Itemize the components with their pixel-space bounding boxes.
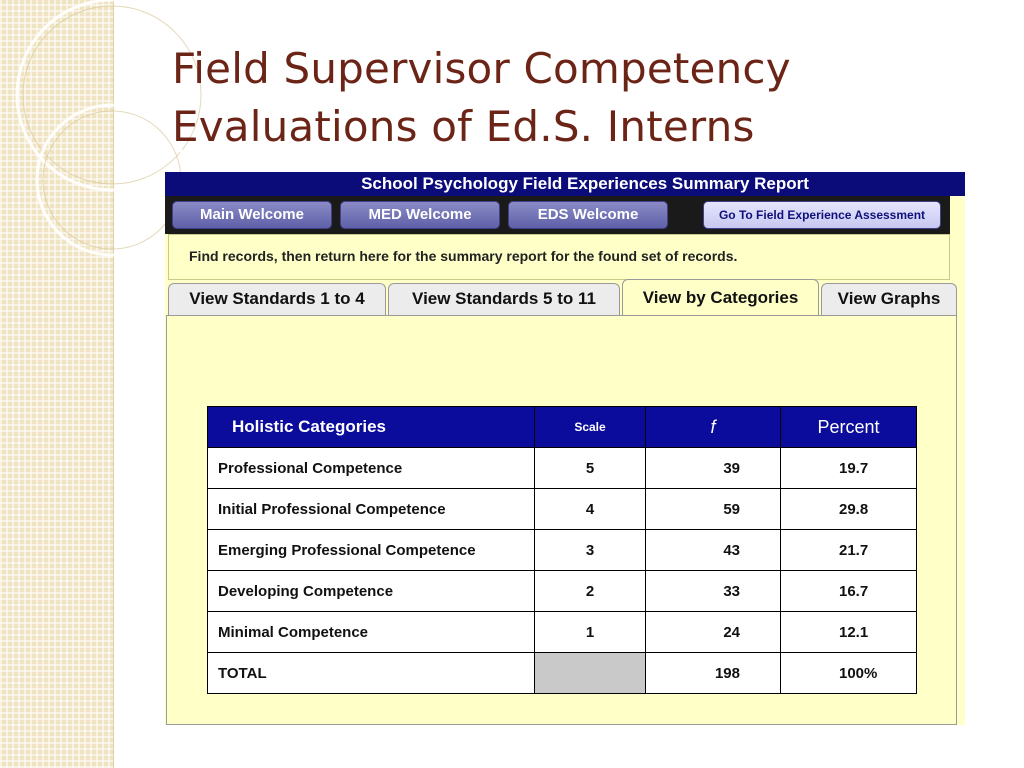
scale-cell: 3	[535, 530, 646, 571]
category-cell: Emerging Professional Competence	[208, 530, 535, 571]
frequency-cell: 33	[646, 571, 781, 612]
scale-cell: 2	[535, 571, 646, 612]
tab-view-by-categories[interactable]: View by Categories	[622, 279, 819, 315]
header-scale: Scale	[535, 407, 646, 448]
slide-title-line-2: Evaluations of Ed.S. Interns	[172, 102, 755, 151]
total-row	[208, 653, 917, 694]
go-to-field-experience-assessment-button[interactable]: Go To Field Experience Assessment	[703, 201, 941, 229]
slide-title-line-1: Field Supervisor Competency	[172, 44, 791, 93]
nav-bar	[165, 196, 950, 234]
total-scale-cell	[535, 653, 646, 694]
scale-cell: 5	[535, 448, 646, 489]
header-frequency: f	[646, 407, 781, 448]
report-header: School Psychology Field Experiences Summary Report	[165, 172, 965, 196]
table-row	[208, 612, 917, 653]
category-cell: Initial Professional Competence	[208, 489, 535, 530]
table-row	[208, 489, 917, 530]
eds-welcome-button[interactable]: EDS Welcome	[508, 201, 668, 229]
scale-cell: 1	[535, 612, 646, 653]
percent-cell: 29.8	[781, 489, 917, 530]
percent-cell: 16.7	[781, 571, 917, 612]
header-holistic-categories: Holistic Categories	[208, 407, 535, 448]
tab-view-standards-1-to-4[interactable]: View Standards 1 to 4	[168, 283, 386, 315]
frequency-cell: 24	[646, 612, 781, 653]
header-percent: Percent	[781, 407, 917, 448]
frequency-cell: 39	[646, 448, 781, 489]
total-label-cell: TOTAL	[208, 653, 535, 694]
percent-cell: 12.1	[781, 612, 917, 653]
percent-cell: 21.7	[781, 530, 917, 571]
table-row	[208, 571, 917, 612]
tab-view-graphs[interactable]: View Graphs	[821, 283, 957, 315]
frequency-cell: 59	[646, 489, 781, 530]
med-welcome-button[interactable]: MED Welcome	[340, 201, 500, 229]
table-header-row	[208, 407, 917, 448]
category-cell: Professional Competence	[208, 448, 535, 489]
scale-cell: 4	[535, 489, 646, 530]
percent-cell: 19.7	[781, 448, 917, 489]
tab-view-standards-5-to-11[interactable]: View Standards 5 to 11	[388, 283, 620, 315]
frequency-cell: 43	[646, 530, 781, 571]
holistic-categories-table	[207, 406, 917, 694]
total-frequency-cell: 198	[646, 653, 781, 694]
decorative-rings	[0, 0, 180, 260]
table-row	[208, 530, 917, 571]
instruction-notice: Find records, then return here for the summary report for the found set of records.	[168, 234, 950, 280]
total-percent-cell: 100%	[781, 653, 917, 694]
table-row	[208, 448, 917, 489]
category-cell: Minimal Competence	[208, 612, 535, 653]
slide-title	[172, 40, 972, 156]
category-cell: Developing Competence	[208, 571, 535, 612]
main-welcome-button[interactable]: Main Welcome	[172, 201, 332, 229]
